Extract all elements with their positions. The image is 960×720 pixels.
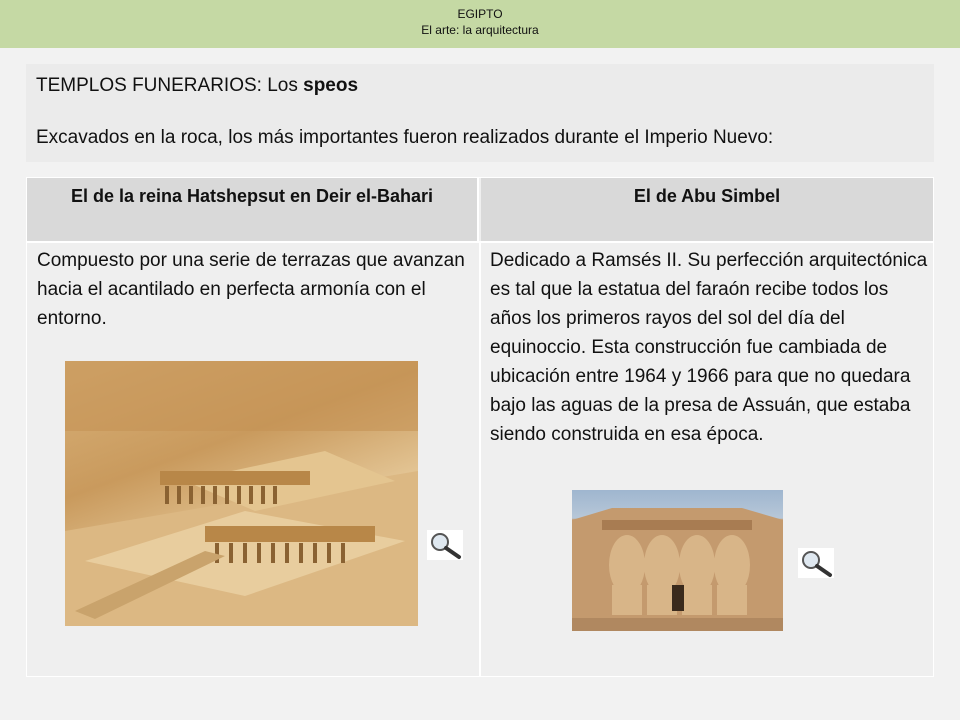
colossal-statues-drawing xyxy=(572,490,783,631)
column-divider xyxy=(479,241,481,677)
abu-simbel-description: Dedicado a Ramsés II. Su perfección arquitectónica es tal que la estatua del faraón recibe todos los años los primeros rayos del sol del día del equinoccio. Esta construcción fue cambiada de ubicación entre 1964 y 1966 para que no quedara bajo las aguas de la presa de Assuán, que estaba siendo construida en esa época. xyxy=(490,250,928,445)
comparison-table xyxy=(26,177,934,677)
temple-terraces-photo xyxy=(65,361,418,626)
magnifier-icon[interactable] xyxy=(798,548,834,578)
temple-terraces-drawing xyxy=(65,361,418,626)
slide-title: EGIPTO xyxy=(457,7,503,21)
hatshepsut-description: Compuesto por una serie de terrazas que avanzan hacia el acantilado en perfecta armonía con el entorno. xyxy=(37,250,465,329)
intro-heading-prefix: TEMPLOS FUNERARIOS: Los xyxy=(36,75,304,96)
intro-box xyxy=(26,64,934,162)
intro-heading xyxy=(36,72,924,100)
intro-heading-bold: speos xyxy=(303,75,359,96)
slide-subtitle: El arte: la arquitectura xyxy=(421,23,539,37)
magnifier-icon[interactable] xyxy=(427,530,463,560)
column-header-hatshepsut: El de la reina Hatshepsut en Deir el-Bahari xyxy=(27,178,479,241)
colossal-statues-photo xyxy=(572,490,783,631)
intro-description: Excavados en la roca, los más importantes fueron realizados durante el Imperio Nuevo: xyxy=(36,127,774,148)
slide-header xyxy=(0,0,960,48)
column-header-abu-simbel: El de Abu Simbel xyxy=(481,178,933,241)
